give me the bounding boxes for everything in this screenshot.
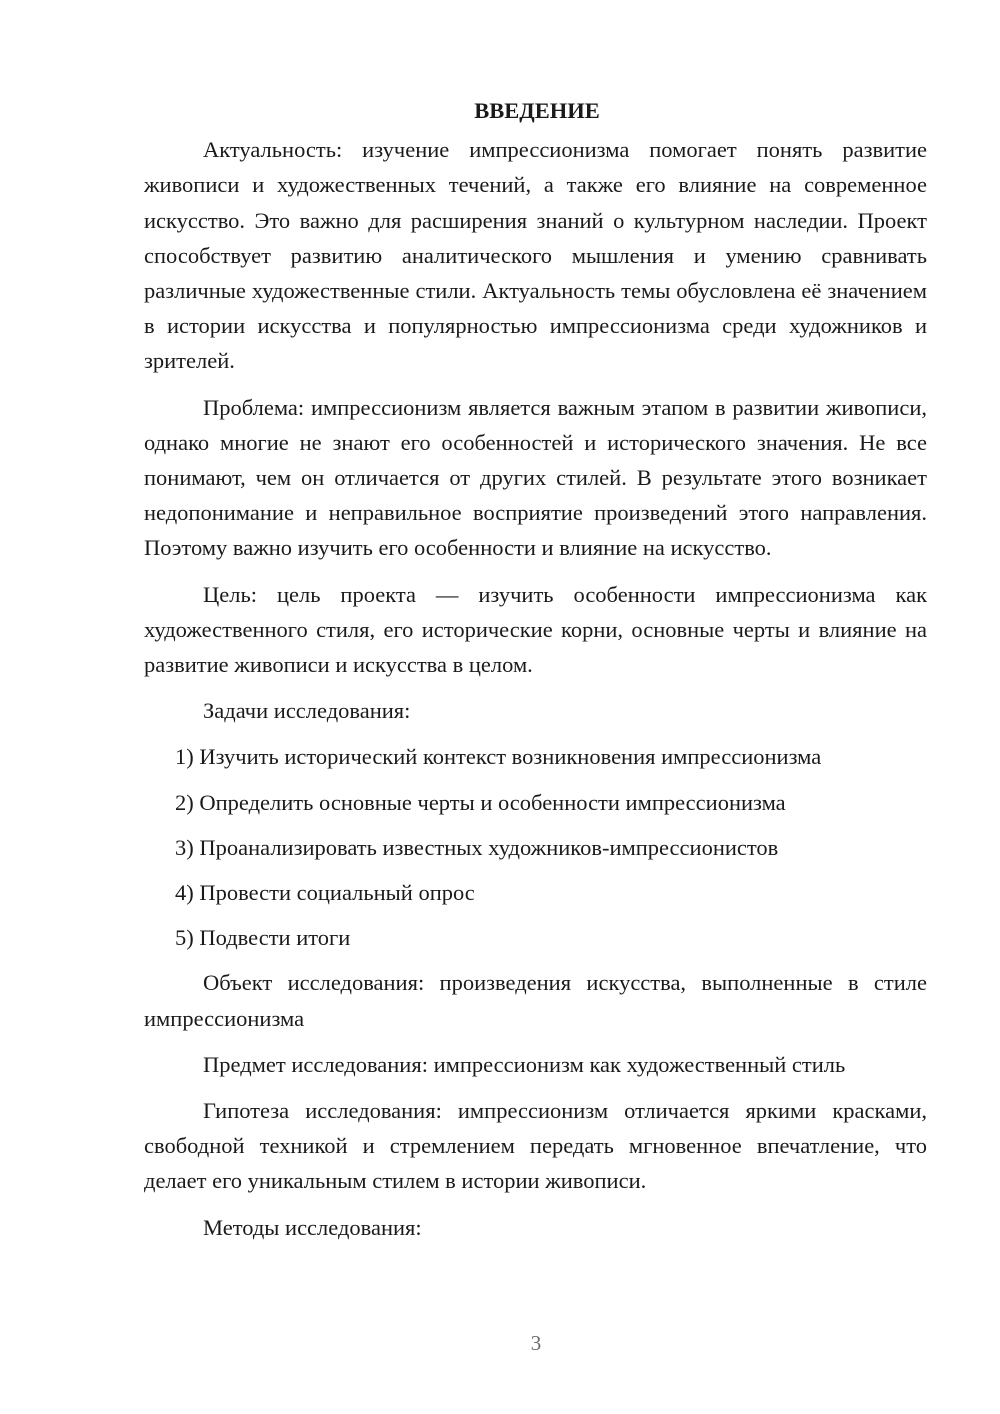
subject-paragraph: Предмет исследования: импрессионизм как художественный стиль [203,1051,846,1077]
tasks-list [144,739,927,955]
list-item: 2) Определить основные черты и особенности импрессионизма [175,789,786,815]
list-item: 3) Проанализировать известных художников-импрессионистов [175,834,779,860]
tasks-heading: Задачи исследования: [203,698,411,724]
section-title: ВВЕДЕНИЕ [474,98,600,123]
object-paragraph: Объект исследования: произведения искусства, выполненные в стиле импрессионизма [144,970,927,1031]
page-number: 3 [530,1331,542,1355]
goal-paragraph: Цель: цель проекта — изучить особенности импрессионизма как художественного стиля, его исторические корни, основные черты и влияние на развитие живописи и искусства в целом. [144,581,927,678]
relevance-paragraph: Актуальность: изучение импрессионизма помогает понять развитие живописи и художественных течений, а также его влияние на современное искусство. Это важно для расширения знаний о культурном наследии. Проект способствует развитию аналитического мышления и умению сравнивать различные художественные стили. Актуальность темы обусловлена её значением в истории искусства и популярностью импрессионизма среди художников и зрителей. [144,137,927,374]
list-item: 5) Подвести итоги [175,925,351,951]
list-item: 1) Изучить исторический контекст возникновения импрессионизма [175,744,822,770]
methods-heading: Методы исследования: [203,1214,422,1240]
list-item: 4) Провести социальный опрос [175,880,475,906]
hypothesis-paragraph: Гипотеза исследования: импрессионизм отличается яркими красками, свободной техникой и стремлением передать мгновенное впечатление, что делает его уникальным стилем в истории живописи. [144,1098,927,1194]
problem-paragraph: Проблема: импрессионизм является важным этапом в развитии живописи, однако многие не знают его особенностей и исторического значения. Не все понимают, чем он отличается от других стилей. В результате этого возникает недопонимание и неправильное восприятие произведений этого направления. Поэтому важно изучить его особенности и влияние на искусство. [144,394,927,561]
page-content [144,93,927,1256]
